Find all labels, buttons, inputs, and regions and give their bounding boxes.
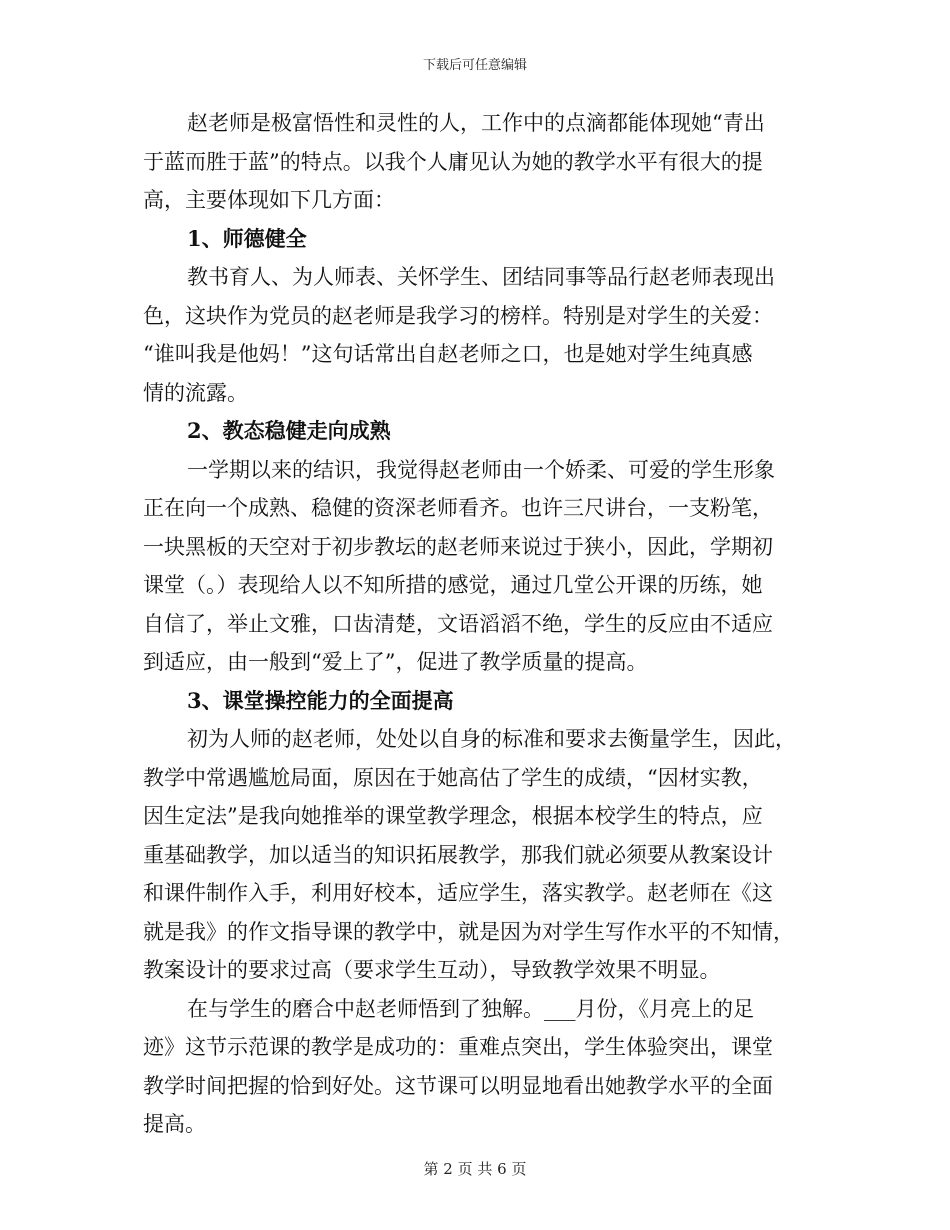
header-note: 下载后可任意编辑	[422, 58, 527, 73]
paragraph-line: 于蓝而胜于蓝”的特点。以我个人庸见认为她的教学水平有很大的提	[143, 149, 763, 174]
section-heading: 3、课堂操控能力的全面提高	[187, 687, 454, 713]
paragraph-line: 色，这块作为党员的赵老师是我学习的榜样。特别是对学生的关爱：	[143, 303, 773, 328]
paragraph-line: 迹》这节示范课的教学是成功的：重难点突出，学生体验突出，课堂	[143, 1035, 773, 1059]
paragraph-line: 提高。	[143, 1112, 206, 1136]
paragraph-line: “谁叫我是他妈！”这句话常出自赵老师之口，也是她对学生纯真感	[143, 342, 753, 366]
paragraph-line: 自信了，举止文雅，口齿清楚，文语滔滔不绝，学生的反应由不适应	[143, 611, 773, 636]
paragraph-line: 到适应，由一般到“爱上了”，促进了教学质量的提高。	[143, 650, 648, 674]
paragraph-line: 正在向一个成熟、稳健的资深老师看齐。也许三尺讲台，一支粉笔，	[143, 496, 773, 520]
paragraph-line: 赵老师是极富悟性和灵性的人，工作中的点滴都能体现她“青出	[187, 111, 765, 135]
paragraph-line: 教学中常遇尴尬局面，原因在于她高估了学生的成绩，“因材实教，	[143, 765, 763, 790]
section-heading: 1、师德健全	[187, 225, 307, 251]
paragraph-line: 教书育人、为人师表、关怀学生、团结同事等品行赵老师表现出	[187, 265, 775, 289]
body-text	[143, 104, 815, 1144]
section-heading: 2、教态稳健走向成熟	[187, 418, 391, 443]
paragraph-line: 初为人师的赵老师，处处以自身的标准和要求去衡量学生，因此，	[187, 727, 796, 751]
paragraph-line: 课堂（。）表现给人以不知所措的感觉，通过几堂公开课的历练，她	[143, 573, 763, 597]
paragraph-line: 在与学生的磨合中赵老师悟到了独解。___月份，《月亮上的足	[187, 996, 754, 1021]
paragraph-line: 就是我》的作文指导课的教学中，就是因为对学生写作水平的不知情，	[143, 919, 794, 944]
paragraph-line: 高，主要体现如下几方面：	[143, 188, 395, 212]
paragraph-line: 因生定法”是我向她推举的课堂教学理念，根据本校学生的特点，应	[143, 804, 763, 828]
paragraph-line: 情的流露。	[143, 380, 248, 405]
paragraph-line: 和课件制作入手，利用好校本，适应学生，落实教学。赵老师在《这	[143, 881, 773, 905]
paragraph-line: 教学时间把握的恰到好处。这节课可以明显地看出她教学水平的全面	[143, 1073, 773, 1098]
paragraph-line: 教案设计的要求过高（要求学生互动），导致教学效果不明显。	[143, 958, 721, 982]
page-number: 第 2 页 共 6 页	[423, 1160, 527, 1178]
paragraph-line: 一块黑板的天空对于初步教坛的赵老师来说过于狭小，因此，学期初	[143, 534, 773, 559]
paragraph-line: 重基础教学，加以适当的知识拓展教学，那我们就必须要从教案设计	[143, 842, 773, 867]
paragraph-line: 一学期以来的结识，我觉得赵老师由一个娇柔、可爱的学生形象	[187, 457, 775, 482]
